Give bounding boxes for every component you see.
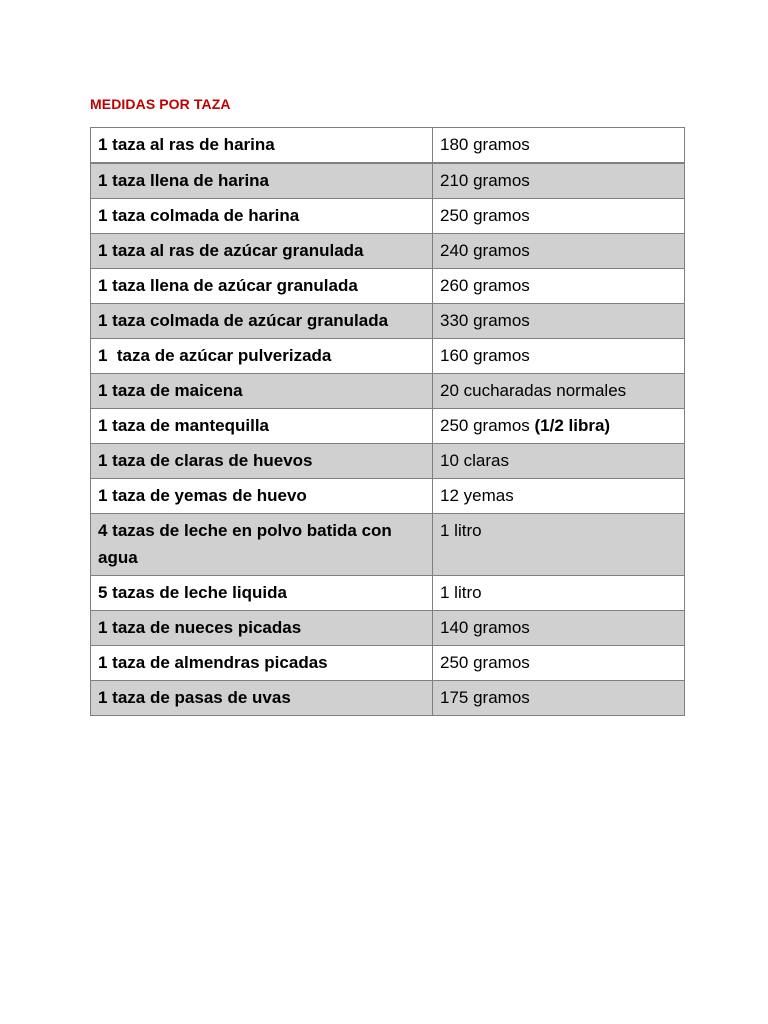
row-item-cell: 1 taza colmada de harina	[91, 199, 433, 234]
table-row	[91, 304, 685, 339]
row-measure-cell	[433, 234, 685, 269]
row-item-cell: 1 taza de nueces picadas	[91, 611, 433, 646]
table-row	[91, 479, 685, 514]
table-row	[91, 199, 685, 234]
row-item-cell: 1 taza al ras de azúcar granulada	[91, 234, 433, 269]
row-item-cell: 1 taza de maicena	[91, 374, 433, 409]
table-row	[91, 576, 685, 611]
row-item-cell: 5 tazas de leche liquida	[91, 576, 433, 611]
measure-text: 12 yemas	[440, 486, 514, 505]
measure-text: 160 gramos	[440, 346, 530, 365]
row-measure-cell	[433, 199, 685, 234]
row-measure-cell	[433, 304, 685, 339]
row-measure-cell	[433, 339, 685, 374]
measure-text: 175 gramos	[440, 688, 530, 707]
table-row	[91, 163, 685, 199]
row-item-cell: 1 taza de yemas de huevo	[91, 479, 433, 514]
measure-text: 210 gramos	[440, 171, 530, 190]
table-row	[91, 514, 685, 576]
table-row	[91, 269, 685, 304]
table-row	[91, 646, 685, 681]
row-item-cell: 1 taza de mantequilla	[91, 409, 433, 444]
table-row	[91, 611, 685, 646]
measure-text: 140 gramos	[440, 618, 530, 637]
measures-table	[90, 127, 685, 716]
measure-text: 260 gramos	[440, 276, 530, 295]
row-measure-cell	[433, 681, 685, 716]
row-measure-cell	[433, 646, 685, 681]
table-row	[91, 681, 685, 716]
measure-note: (1/2 libra)	[534, 416, 611, 435]
row-measure-cell	[433, 128, 685, 164]
table-row	[91, 444, 685, 479]
table-row	[91, 339, 685, 374]
measure-text: 250 gramos	[440, 206, 530, 225]
table-row	[91, 409, 685, 444]
row-item-cell: 1 taza de almendras picadas	[91, 646, 433, 681]
row-item-cell: 4 tazas de leche en polvo batida con agua	[91, 514, 433, 576]
row-item-cell: 1 taza colmada de azúcar granulada	[91, 304, 433, 339]
measure-text: 250 gramos	[440, 653, 530, 672]
row-measure-cell	[433, 611, 685, 646]
measure-text: 250 gramos	[440, 416, 530, 435]
row-measure-cell	[433, 444, 685, 479]
measure-text: 10 claras	[440, 451, 509, 470]
row-measure-cell	[433, 374, 685, 409]
measure-text: 1 litro	[440, 521, 482, 540]
row-item-cell: 1 taza de claras de huevos	[91, 444, 433, 479]
measure-text: 20 cucharadas normales	[440, 381, 627, 400]
row-item-cell: 1 taza de pasas de uvas	[91, 681, 433, 716]
table-row	[91, 374, 685, 409]
measure-text: 180 gramos	[440, 135, 530, 154]
row-item-cell: 1 taza al ras de harina	[91, 128, 433, 164]
row-item-cell: 1 taza llena de harina	[91, 163, 433, 199]
row-measure-cell	[433, 514, 685, 576]
table-row	[91, 234, 685, 269]
row-measure-cell	[433, 163, 685, 199]
row-measure-cell	[433, 479, 685, 514]
row-item-cell: 1 taza llena de azúcar granulada	[91, 269, 433, 304]
page-title: MEDIDAS POR TAZA	[90, 96, 231, 112]
row-measure-cell	[433, 269, 685, 304]
measure-text: 1 litro	[440, 583, 482, 602]
row-measure-cell	[433, 409, 685, 444]
row-measure-cell	[433, 576, 685, 611]
table-row	[91, 128, 685, 164]
row-item-cell: 1 taza de azúcar pulverizada	[91, 339, 433, 374]
measure-text: 240 gramos	[440, 241, 530, 260]
measure-text: 330 gramos	[440, 311, 530, 330]
